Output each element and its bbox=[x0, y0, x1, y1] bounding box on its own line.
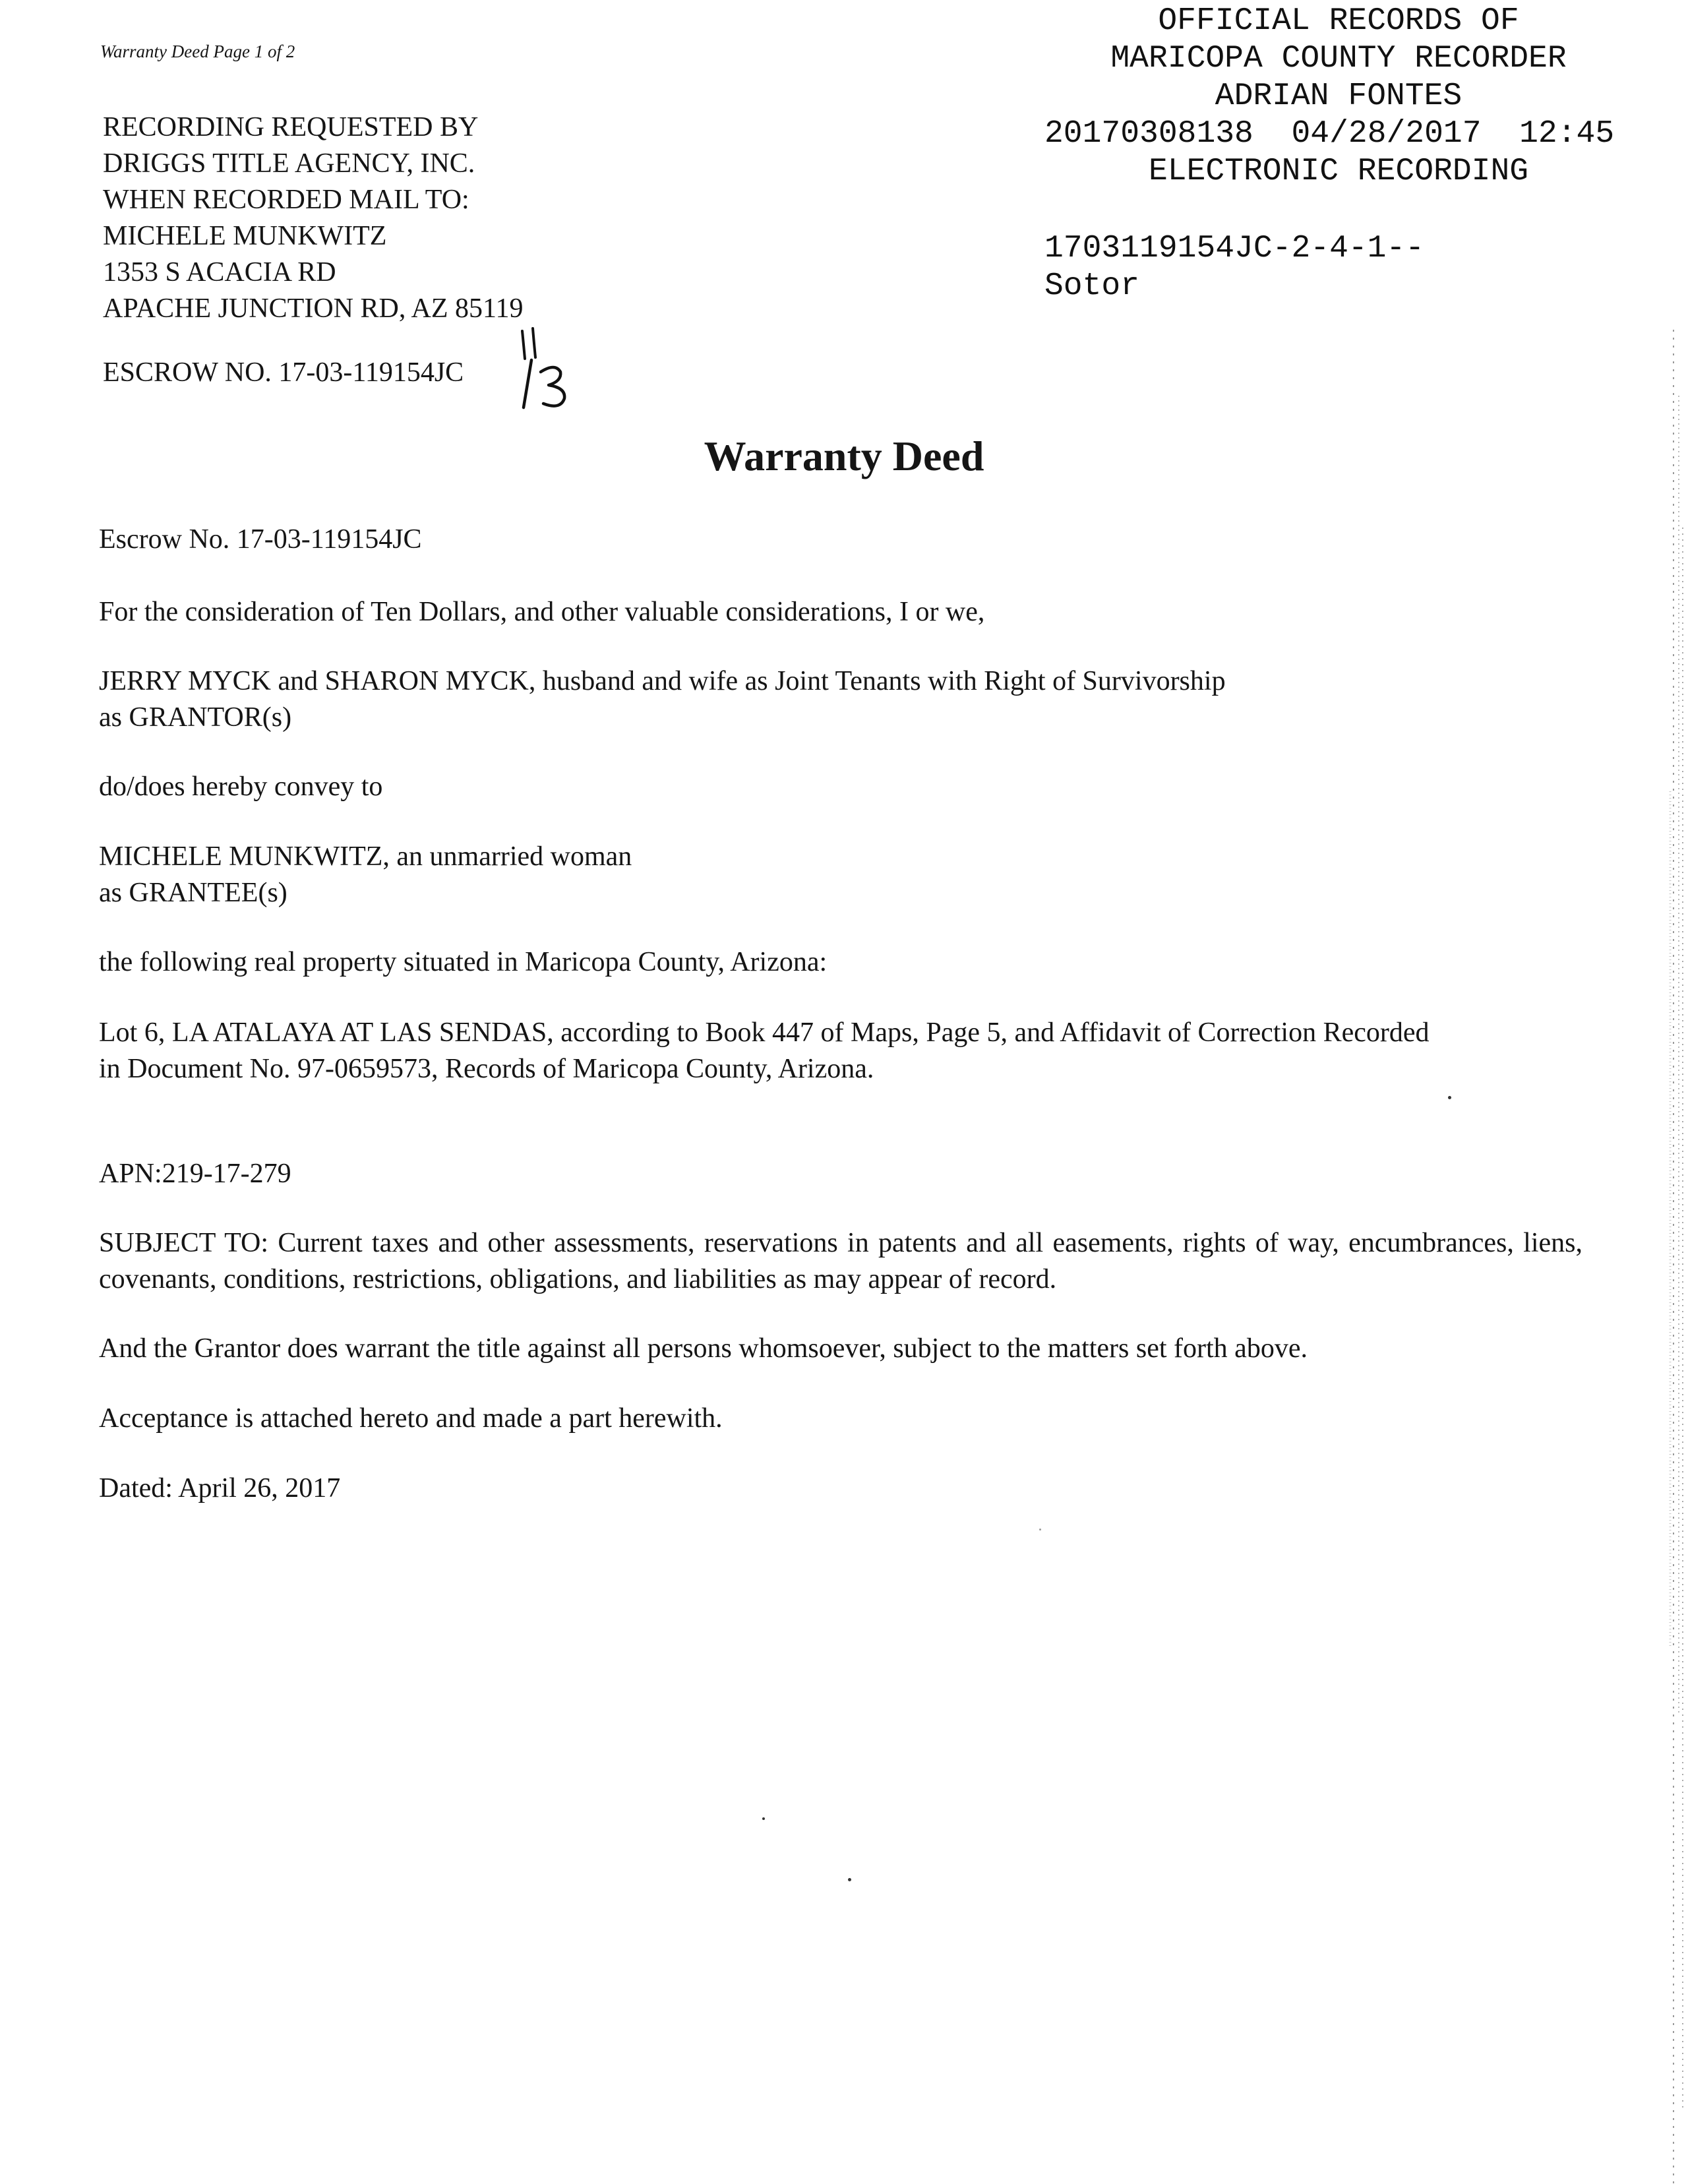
grantee-block bbox=[99, 839, 1582, 911]
stamp-record-line bbox=[1015, 115, 1662, 153]
grantor-names: JERRY MYCK and SHARON MYCK, husband and wife as Joint Tenants with Right of Survivorship bbox=[99, 666, 1226, 696]
stamp-clerk: Sotor bbox=[1044, 268, 1140, 304]
stamp-record-time: 12:45 bbox=[1519, 116, 1615, 152]
consideration-clause: For the consideration of Ten Dollars, and other valuable considerations, I or we, bbox=[99, 597, 985, 627]
scan-edge-noise bbox=[1664, 330, 1688, 2184]
escrow-number-header: ESCROW NO. 17-03-119154JC bbox=[103, 357, 464, 388]
recording-line: RECORDING REQUESTED BY bbox=[103, 112, 479, 142]
recording-line: DRIGGS TITLE AGENCY, INC. bbox=[103, 148, 475, 179]
grantor-label: as GRANTOR(s) bbox=[99, 702, 292, 733]
recording-line: 1353 S ACACIA RD bbox=[103, 257, 336, 288]
apn-line: APN:219-17-279 bbox=[99, 1159, 291, 1189]
scan-speck bbox=[1448, 1096, 1451, 1099]
stamp-record-number: 20170308138 bbox=[1044, 116, 1253, 152]
recording-line: APACHE JUNCTION RD, AZ 85119 bbox=[103, 293, 524, 324]
grantor-block bbox=[99, 663, 1582, 736]
warranty-clause: And the Grantor does warrant the title against all persons whomsoever, subject to the matters set forth above. bbox=[99, 1333, 1308, 1364]
property-intro: the following real property situated in Maricopa County, Arizona: bbox=[99, 947, 828, 977]
grantee-label: as GRANTEE(s) bbox=[99, 878, 287, 908]
stamp-code: 1703119154JC-2-4-1-- bbox=[1044, 231, 1425, 266]
document-title: Warranty Deed bbox=[704, 433, 984, 479]
scan-speck bbox=[848, 1878, 851, 1881]
legal-description-line: Lot 6, LA ATALAYA AT LAS SENDAS, according to Book 447 of Maps, Page 5, and Affidavit of Correction Recorded bbox=[99, 1017, 1430, 1048]
page-header-note: Warranty Deed Page 1 of 2 bbox=[100, 42, 295, 61]
scan-speck bbox=[762, 1817, 765, 1820]
handwritten-fraction-mark bbox=[512, 326, 578, 411]
stamp-line-1: OFFICIAL RECORDS OF bbox=[1158, 3, 1519, 39]
escrow-line: Escrow No. 17-03-119154JC bbox=[99, 524, 422, 555]
dated-line: Dated: April 26, 2017 bbox=[99, 1473, 341, 1503]
scan-speck bbox=[1039, 1529, 1041, 1531]
official-records-stamp bbox=[1015, 3, 1662, 305]
convey-clause: do/does hereby convey to bbox=[99, 772, 383, 802]
stamp-recorder-name: ADRIAN FONTES bbox=[1215, 78, 1462, 114]
acceptance-clause: Acceptance is attached hereto and made a part herewith. bbox=[99, 1403, 723, 1434]
stamp-line-2: MARICOPA COUNTY RECORDER bbox=[1110, 41, 1567, 76]
legal-description-line: in Document No. 97-0659573, Records of Maricopa County, Arizona. bbox=[99, 1054, 874, 1084]
recording-requested-block bbox=[103, 109, 523, 327]
grantee-name: MICHELE MUNKWITZ, an unmarried woman bbox=[99, 841, 632, 872]
stamp-line-5: ELECTRONIC RECORDING bbox=[1148, 154, 1529, 189]
legal-description bbox=[99, 1015, 1582, 1087]
subject-to-clause: SUBJECT TO: Current taxes and other assessments, reservations in patents and all easements, rights of way, encumbrances, liens, covenants, conditions, restrictions, obligations, and liabilities as may appear of record. bbox=[99, 1228, 1582, 1294]
recording-line: MICHELE MUNKWITZ bbox=[103, 221, 387, 251]
recording-line: WHEN RECORDED MAIL TO: bbox=[103, 185, 469, 215]
stamp-record-date: 04/28/2017 bbox=[1291, 116, 1482, 152]
